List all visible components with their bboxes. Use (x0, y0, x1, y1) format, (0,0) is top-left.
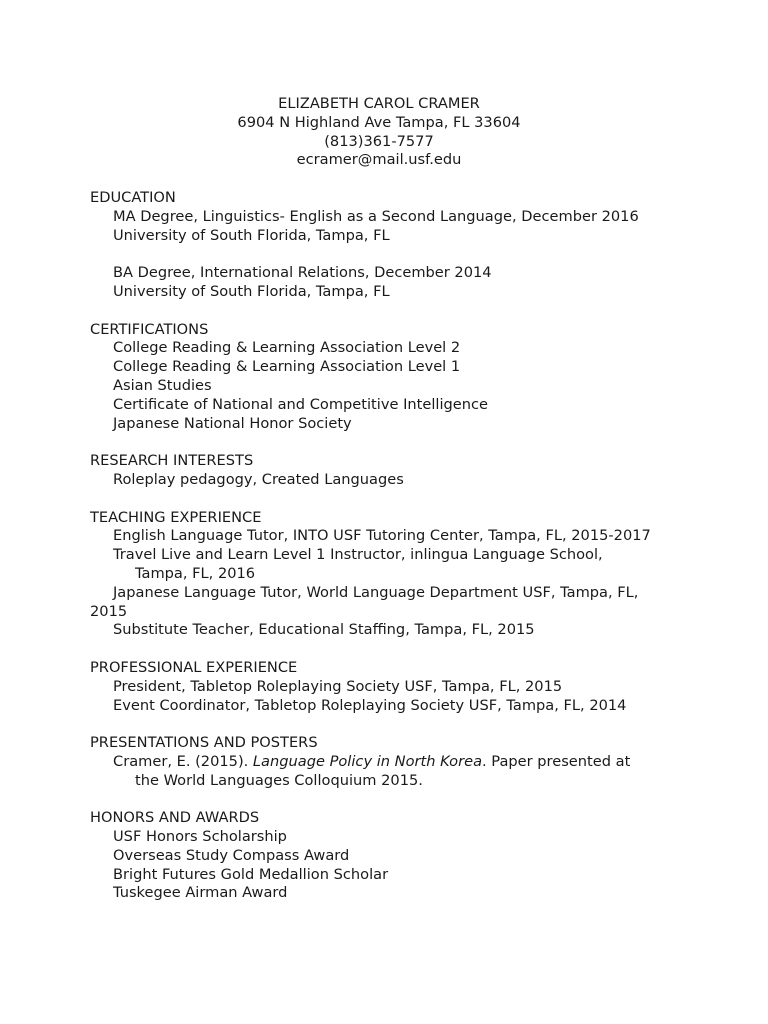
presentations-section (90, 734, 690, 790)
section-heading: CERTIFICATIONS (90, 320, 209, 338)
ba-school: University of South Florida, Tampa, FL (113, 282, 390, 300)
list-item: Asian Studies (113, 376, 212, 394)
list-item: Japanese Language Tutor, World Language Department USF, Tampa, FL, (113, 583, 639, 601)
list-item: Roleplay pedagogy, Created Languages (113, 470, 404, 488)
teaching-section (90, 509, 690, 641)
ma-degree: MA Degree, Linguistics- English as a Second Language, December 2016 (113, 207, 639, 225)
education-section (90, 189, 690, 302)
list-item: Travel Live and Learn Level 1 Instructor, inlingua Language School, (113, 546, 603, 564)
section-heading: PRESENTATIONS AND POSTERS (90, 734, 318, 752)
resume-header (90, 95, 668, 170)
list-item: College Reading & Learning Association Level 2 (113, 339, 461, 357)
honors-section (90, 809, 690, 903)
candidate-email: ecramer@mail.usf.edu (296, 151, 462, 169)
list-item: Overseas Study Compass Award (113, 846, 350, 864)
section-heading: EDUCATION (90, 188, 176, 206)
section-heading: TEACHING EXPERIENCE (90, 508, 262, 526)
candidate-phone: (813)361-7577 (324, 132, 434, 150)
citation-rest: . Paper presented at (482, 752, 631, 770)
list-item: Tuskegee Airman Award (113, 884, 288, 902)
professional-section (90, 659, 690, 715)
section-heading: PROFESSIONAL EXPERIENCE (90, 658, 298, 676)
list-item: English Language Tutor, INTO USF Tutoring Center, Tampa, FL, 2015-2017 (113, 527, 651, 545)
list-item: Event Coordinator, Tabletop Roleplaying Society USF, Tampa, FL, 2014 (113, 696, 627, 714)
section-heading: RESEARCH INTERESTS (90, 452, 254, 470)
list-item-continuation: 2015 (90, 602, 128, 620)
citation-title: Language Policy in North Korea (252, 752, 483, 770)
list-item: USF Honors Scholarship (113, 828, 287, 846)
ma-school: University of South Florida, Tampa, FL (113, 226, 390, 244)
list-item-continuation: the World Languages Colloquium 2015. (135, 771, 423, 789)
resume-page (90, 95, 690, 903)
list-item: President, Tabletop Roleplaying Society USF, Tampa, FL, 2015 (113, 677, 563, 695)
list-item: Bright Futures Gold Medallion Scholar (113, 865, 389, 883)
candidate-address: 6904 N Highland Ave Tampa, FL 33604 (237, 113, 521, 131)
spacer (90, 245, 690, 264)
certifications-section (90, 321, 690, 434)
citation-author: Cramer, E. (2015). (113, 752, 253, 770)
list-item: College Reading & Learning Association Level 1 (113, 358, 461, 376)
list-item-continuation: Tampa, FL, 2016 (135, 564, 256, 582)
list-item: Certificate of National and Competitive Intelligence (113, 395, 488, 413)
candidate-name: ELIZABETH CAROL CRAMER (278, 95, 480, 112)
presentation-citation (90, 753, 690, 772)
ba-degree: BA Degree, International Relations, December 2014 (113, 264, 492, 282)
list-item: Japanese National Honor Society (113, 414, 352, 432)
research-section (90, 452, 690, 490)
list-item: Substitute Teacher, Educational Staffing, Tampa, FL, 2015 (113, 621, 535, 639)
section-heading: HONORS AND AWARDS (90, 809, 260, 827)
